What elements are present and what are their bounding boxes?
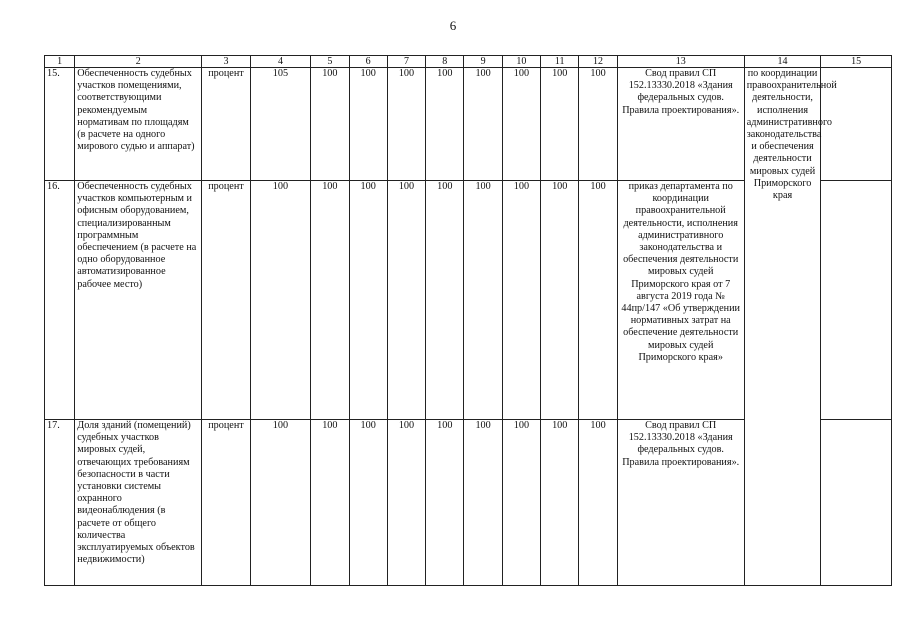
- indicator-value: 105: [250, 68, 311, 181]
- indicator-value: 100: [349, 420, 387, 586]
- page-number: 6: [449, 18, 457, 33]
- column-number: 2: [75, 56, 202, 68]
- indicator-value: 100: [311, 420, 349, 586]
- indicator-value: 100: [541, 68, 579, 181]
- legal-basis: приказ департамента по координации правоохранительной деятельности, исполнения административного законодательства и обеспечения деятельности мировых судей Приморского края от 7 августа 2019 года № 44пр/147 «Об утверждении нормативных затрат на обеспечение деятельности мировых судей Приморского края»: [617, 181, 744, 420]
- indicators-table: [44, 55, 892, 586]
- column-number: 3: [202, 56, 250, 68]
- unit-of-measure: процент: [202, 181, 250, 420]
- indicator-value: 100: [464, 181, 502, 420]
- column-number: 4: [250, 56, 311, 68]
- indicator-value: 100: [426, 68, 464, 181]
- indicator-name: Доля зданий (помещений) судебных участков мировых судей, отвечающих требованиям безопасности в части установки системы охранного видеонаблюдения (в расчете от общего количества эксплуатируемых объектов недвижимости): [75, 420, 202, 586]
- column-number: 13: [617, 56, 744, 68]
- indicator-value: 100: [311, 181, 349, 420]
- column-number: 1: [45, 56, 75, 68]
- indicator-value: 100: [541, 420, 579, 586]
- column-number-header-row: [45, 56, 892, 68]
- indicator-value: 100: [387, 181, 425, 420]
- legal-basis: Свод правил СП 152.13330.2018 «Здания федеральных судов. Правила проектирования».: [617, 68, 744, 181]
- column-15-cell: [821, 420, 892, 586]
- column-number: 10: [502, 56, 540, 68]
- column-number: 9: [464, 56, 502, 68]
- indicator-value: 100: [502, 68, 540, 181]
- indicator-value: 100: [579, 420, 617, 586]
- indicator-value: 100: [579, 181, 617, 420]
- indicator-value: 100: [311, 68, 349, 181]
- row-number: 15.: [45, 68, 75, 181]
- column-number: 14: [744, 56, 821, 68]
- indicator-value: 100: [387, 420, 425, 586]
- row-number: 17.: [45, 420, 75, 586]
- indicator-value: 100: [387, 68, 425, 181]
- unit-of-measure: процент: [202, 68, 250, 181]
- responsible-executor: по координации правоохранительной деятельности, исполнения административного законодательства и обеспечения деятельности мировых судей Приморского края: [744, 68, 821, 586]
- column-15-cell: [821, 181, 892, 420]
- column-number: 6: [349, 56, 387, 68]
- indicator-value: 100: [426, 181, 464, 420]
- indicator-value: 100: [502, 420, 540, 586]
- indicator-value: 100: [250, 420, 311, 586]
- column-number: 7: [387, 56, 425, 68]
- row-number: 16.: [45, 181, 75, 420]
- column-number: 8: [426, 56, 464, 68]
- legal-basis: Свод правил СП 152.13330.2018 «Здания федеральных судов. Правила проектирования».: [617, 420, 744, 586]
- indicator-value: 100: [541, 181, 579, 420]
- column-number: 12: [579, 56, 617, 68]
- indicator-value: 100: [464, 68, 502, 181]
- indicator-value: 100: [349, 68, 387, 181]
- table-row: [45, 68, 892, 181]
- indicator-value: 100: [426, 420, 464, 586]
- indicator-name: Обеспеченность судебных участков помещениями, соответствующими рекомендуемым нормативам по площадям (в расчете на одного мирового судью и аппарат): [75, 68, 202, 181]
- indicator-value: 100: [579, 68, 617, 181]
- unit-of-measure: процент: [202, 420, 250, 586]
- indicator-name: Обеспеченность судебных участков компьютерным и офисным оборудованием, специализированным программным обеспечением (в расчете на одно оборудованное автоматизированное рабочее место): [75, 181, 202, 420]
- indicator-value: 100: [349, 181, 387, 420]
- indicator-value: 100: [502, 181, 540, 420]
- column-number: 5: [311, 56, 349, 68]
- column-number: 11: [541, 56, 579, 68]
- indicator-value: 100: [250, 181, 311, 420]
- column-number: 15: [821, 56, 892, 68]
- indicator-value: 100: [464, 420, 502, 586]
